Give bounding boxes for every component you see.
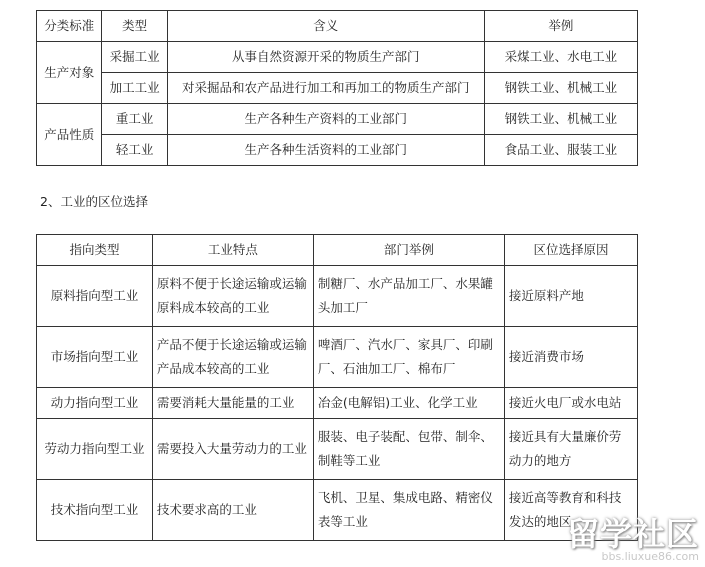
classification-standard-cell: 生产对象 [37, 42, 102, 104]
orientation-type-cell: 原料指向型工业 [37, 266, 153, 327]
meaning-cell: 对采掘品和农产品进行加工和再加工的物质生产部门 [167, 73, 484, 104]
table-header-row [37, 11, 638, 42]
industry-type-cell: 采掘工业 [102, 42, 167, 73]
example-cell: 钢铁工业、机械工业 [484, 73, 637, 104]
column-header: 区位选择原因 [504, 235, 637, 266]
classification-standard-cell: 产品性质 [37, 104, 102, 166]
meaning-cell: 生产各种生活资料的工业部门 [167, 135, 484, 166]
industry-classification-table [36, 10, 638, 166]
meaning-cell: 从事自然资源开采的物质生产部门 [167, 42, 484, 73]
table-row [37, 419, 638, 480]
meaning-cell: 生产各种生产资料的工业部门 [167, 104, 484, 135]
feature-cell: 原料不便于长途运输或运输原料成本较高的工业 [152, 266, 313, 327]
industry-location-table [36, 234, 638, 541]
column-header: 部门举例 [313, 235, 504, 266]
table-header-row [37, 235, 638, 266]
sector-example-cell: 制糖厂、水产品加工厂、水果罐头加工厂 [313, 266, 504, 327]
column-header: 分类标准 [37, 11, 102, 42]
feature-cell: 需要消耗大量能量的工业 [152, 388, 313, 419]
location-reason-cell: 接近火电厂或水电站 [504, 388, 637, 419]
example-cell: 钢铁工业、机械工业 [484, 104, 637, 135]
column-header: 指向类型 [37, 235, 153, 266]
example-cell: 采煤工业、水电工业 [484, 42, 637, 73]
location-reason-cell: 接近消费市场 [504, 327, 637, 388]
table-row [37, 388, 638, 419]
table-row [37, 42, 638, 73]
section-heading: 2、工业的区位选择 [40, 194, 148, 209]
location-reason-cell: 接近原料产地 [504, 266, 637, 327]
feature-cell: 产品不便于长途运输或运输产品成本较高的工业 [152, 327, 313, 388]
orientation-type-cell: 劳动力指向型工业 [37, 419, 153, 480]
location-reason-cell: 接近具有大量廉价劳动力的地方 [504, 419, 637, 480]
table-row [37, 135, 638, 166]
column-header: 举例 [484, 11, 637, 42]
table-row [37, 327, 638, 388]
feature-cell: 需要投入大量劳动力的工业 [152, 419, 313, 480]
industry-type-cell: 重工业 [102, 104, 167, 135]
feature-cell: 技术要求高的工业 [152, 480, 313, 541]
sector-example-cell: 冶金(电解铝)工业、化学工业 [313, 388, 504, 419]
example-cell: 食品工业、服装工业 [484, 135, 637, 166]
watermark-logo: 留学社区 [566, 515, 699, 553]
watermark-url: bbs.liuxue86.com [601, 550, 699, 563]
column-header: 含义 [167, 11, 484, 42]
sector-example-cell: 啤酒厂、汽水厂、家具厂、印刷厂、石油加工厂、棉布厂 [313, 327, 504, 388]
orientation-type-cell: 市场指向型工业 [37, 327, 153, 388]
table-row [37, 73, 638, 104]
sector-example-cell: 服装、电子装配、包带、制伞、制鞋等工业 [313, 419, 504, 480]
table-row [37, 480, 638, 541]
orientation-type-cell: 动力指向型工业 [37, 388, 153, 419]
column-header: 工业特点 [152, 235, 313, 266]
table-row [37, 266, 638, 327]
location-reason-cell: 接近高等教育和科技发达的地区 [504, 480, 637, 541]
industry-type-cell: 加工工业 [102, 73, 167, 104]
industry-type-cell: 轻工业 [102, 135, 167, 166]
table-row [37, 104, 638, 135]
sector-example-cell: 飞机、卫星、集成电路、精密仪表等工业 [313, 480, 504, 541]
orientation-type-cell: 技术指向型工业 [37, 480, 153, 541]
column-header: 类型 [102, 11, 167, 42]
